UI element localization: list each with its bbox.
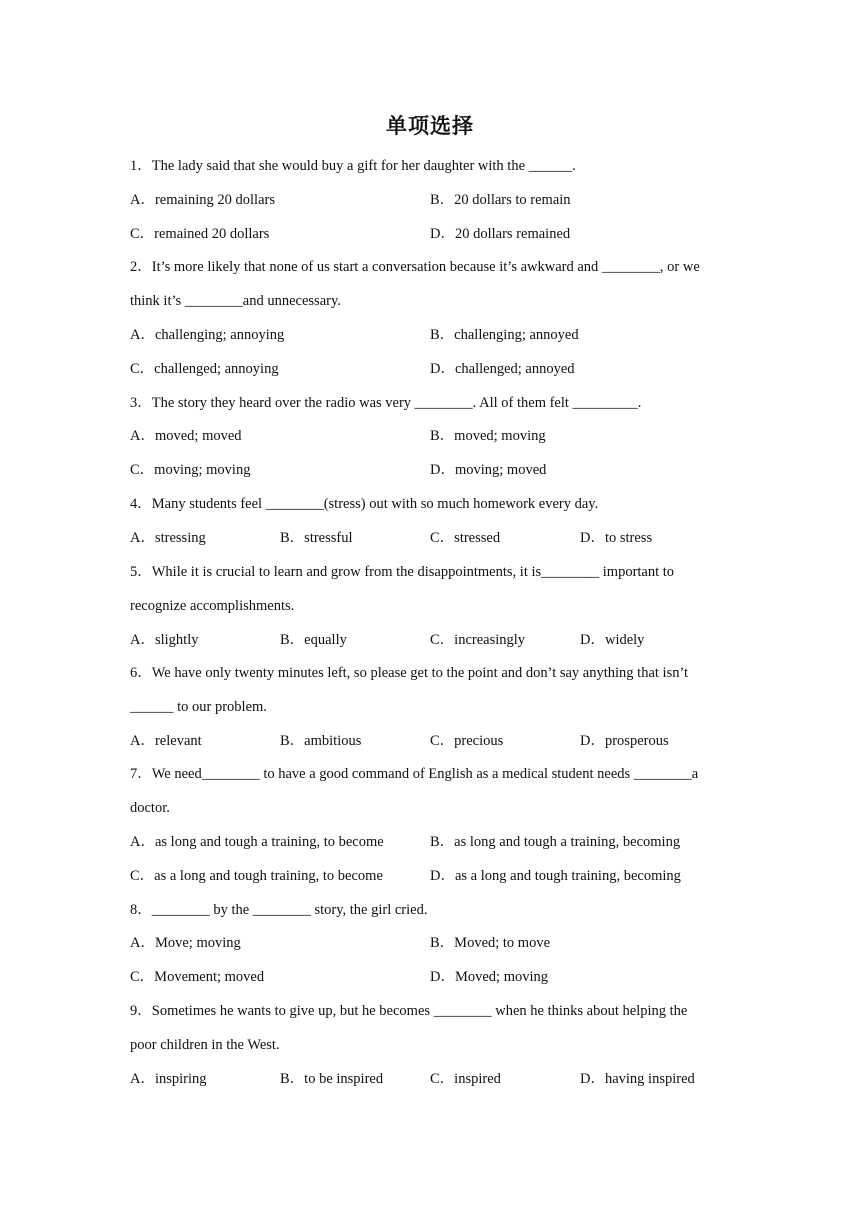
question-2-stem-line-1: 2．It’s more likely that none of us start a conversation because it’s awkward and ________, or we: [130, 259, 700, 275]
question-3-stem-line-1: 3．The story they heard over the radio was very ________. All of them felt _________.: [130, 395, 642, 411]
question-6-option-a: A．relevant: [130, 733, 202, 749]
question-6-option-c: C．precious: [430, 733, 504, 749]
question-9-option-b: B．to be inspired: [280, 1071, 384, 1087]
question-6-option-d: D．prosperous: [580, 733, 669, 749]
question-8-option-c: C．Movement; moved: [130, 969, 265, 985]
question-8-option-d: D．Moved; moving: [430, 969, 549, 985]
question-7-option-c: C．as a long and tough training, to become: [130, 868, 383, 884]
question-2-option-c: C．challenged; annoying: [130, 361, 279, 377]
question-2-option-b: B．challenging; annoyed: [430, 327, 579, 343]
question-1-option-a: A．remaining 20 dollars: [130, 192, 275, 208]
question-8-stem-line-1: 8．________ by the ________ story, the girl cried.: [130, 902, 428, 918]
question-5-option-b: B．equally: [280, 632, 347, 648]
question-1-option-b: B．20 dollars to remain: [430, 192, 571, 208]
question-7-option-d: D．as a long and tough training, becoming: [430, 868, 681, 884]
question-3-option-b: B．moved; moving: [430, 428, 546, 444]
question-6-option-b: B．ambitious: [280, 733, 362, 749]
question-9-stem-line-1: 9．Sometimes he wants to give up, but he becomes ________ when he thinks about helping the: [130, 1003, 688, 1019]
question-7-stem-line-2: doctor.: [130, 800, 170, 816]
question-6-stem-line-2: ______ to our problem.: [130, 699, 267, 715]
question-8-option-a: A．Move; moving: [130, 935, 241, 951]
question-1-option-c: C．remained 20 dollars: [130, 226, 270, 242]
question-6-stem-line-1: 6．We have only twenty minutes left, so please get to the point and don’t say anything that isn’t: [130, 665, 689, 681]
question-9-option-d: D．having inspired: [580, 1071, 695, 1087]
page-title: 单项选择: [386, 114, 474, 138]
question-9-option-a: A．inspiring: [130, 1071, 207, 1087]
question-2-option-d: D．challenged; annoyed: [430, 361, 575, 377]
question-4-option-b: B．stressful: [280, 530, 353, 546]
question-9-option-c: C．inspired: [430, 1071, 501, 1087]
question-7-option-b: B．as long and tough a training, becoming: [430, 834, 681, 850]
question-5-option-c: C．increasingly: [430, 632, 526, 648]
question-3-option-d: D．moving; moved: [430, 462, 547, 478]
question-4-option-d: D．to stress: [580, 530, 653, 546]
question-7-stem-line-1: 7．We need________ to have a good command of English as a medical student needs ________a: [130, 766, 699, 782]
question-3-option-c: C．moving; moving: [130, 462, 251, 478]
question-2-option-a: A．challenging; annoying: [130, 327, 285, 343]
question-1-stem-line-1: 1．The lady said that she would buy a gift for her daughter with the ______.: [130, 158, 576, 174]
question-4-option-c: C．stressed: [430, 530, 501, 546]
question-5-stem-line-2: recognize accomplishments.: [130, 598, 295, 614]
question-4-stem-line-1: 4．Many students feel ________(stress) out with so much homework every day.: [130, 496, 599, 512]
question-4-option-a: A．stressing: [130, 530, 206, 546]
question-5-option-d: D．widely: [580, 632, 645, 648]
question-8-option-b: B．Moved; to move: [430, 935, 551, 951]
question-9-stem-line-2: poor children in the West.: [130, 1037, 280, 1053]
question-1-option-d: D．20 dollars remained: [430, 226, 571, 242]
question-7-option-a: A．as long and tough a training, to become: [130, 834, 384, 850]
question-5-option-a: A．slightly: [130, 632, 199, 648]
question-5-stem-line-1: 5．While it is crucial to learn and grow from the disappointments, it is________ important to: [130, 564, 675, 580]
question-3-option-a: A．moved; moved: [130, 428, 242, 444]
question-2-stem-line-2: think it’s ________and unnecessary.: [130, 293, 341, 309]
